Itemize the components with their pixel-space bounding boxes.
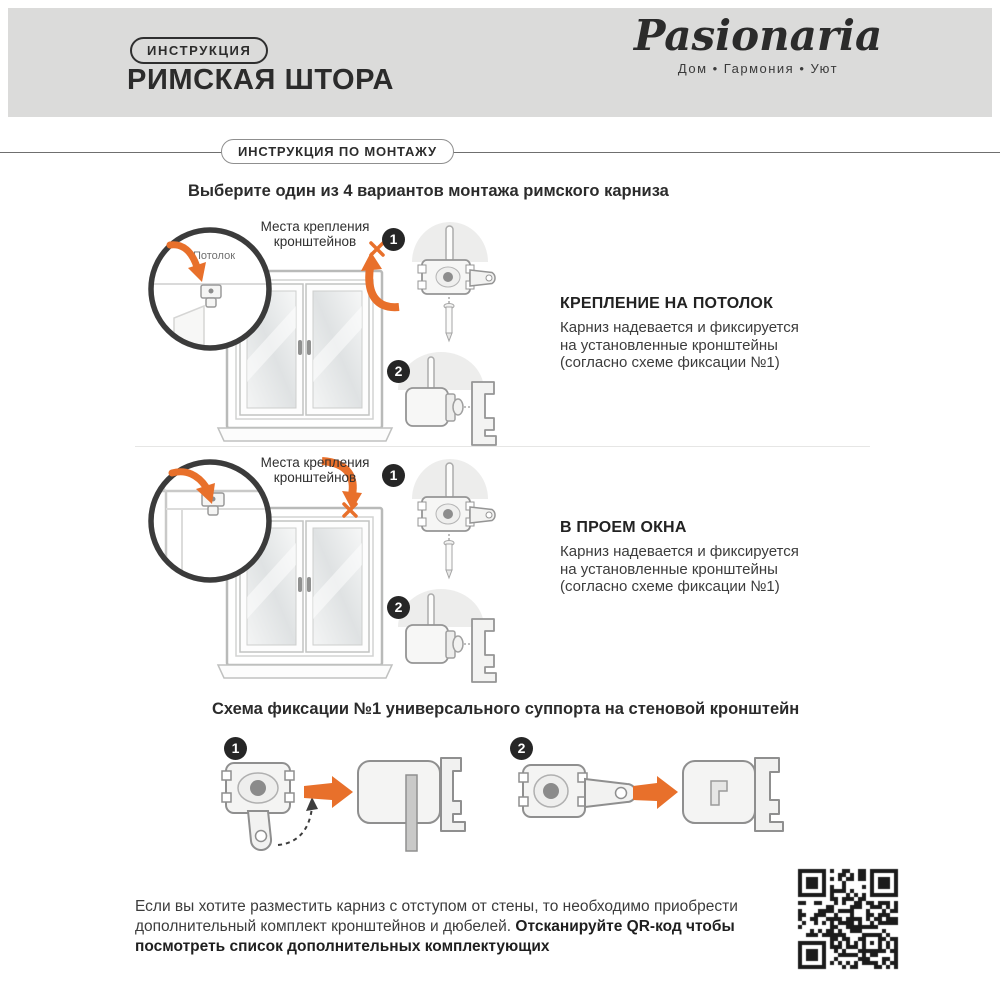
variant2-body: Карниз надевается и фиксируется на установленные кронштейны (согласно схеме фиксации №1) xyxy=(560,543,799,596)
zoom-label: Потолок xyxy=(192,250,236,262)
step-badge-2-2: 2 xyxy=(387,596,410,619)
marks-label-2: Места крепления кронштейнов xyxy=(260,455,370,486)
step-badge-1-2: 2 xyxy=(387,360,410,383)
montage-section-pill: ИНСТРУКЦИЯ ПО МОНТАЖУ xyxy=(221,139,454,164)
scheme-badge-2: 2 xyxy=(510,737,533,760)
instruction-badge: ИНСТРУКЦИЯ xyxy=(130,37,268,64)
scheme1-illustration xyxy=(210,753,480,868)
support-on-bracket-icon xyxy=(683,758,783,831)
variant2-title: В ПРОЕМ ОКНА xyxy=(560,519,687,536)
choose-heading: Выберите один из 4 вариантов монтажа римского карниза xyxy=(188,182,669,200)
bracket-step2-icon xyxy=(398,589,496,682)
brand-tagline: Дом • Гармония • Уют xyxy=(677,61,839,77)
support-rotating-icon xyxy=(222,763,318,850)
step-badge-1-1: 1 xyxy=(382,228,405,251)
orange-arrow-icon xyxy=(633,776,678,809)
bracket-step2-icon xyxy=(398,352,496,445)
variant1-body: Карниз надевается и фиксируется на установленные кронштейны (согласно схеме фиксации №1) xyxy=(560,319,799,372)
page-title: РИМСКАЯ ШТОРА xyxy=(127,64,395,96)
section-rule xyxy=(0,152,1000,153)
scheme2-illustration xyxy=(505,753,795,868)
step-badge-2-1: 1 xyxy=(382,464,405,487)
scheme-heading: Схема фиксации №1 универсального суппорта на стеновой кронштейн xyxy=(212,700,800,718)
bracket-step1-icon xyxy=(412,459,495,578)
footer-note xyxy=(135,897,803,956)
qr-code xyxy=(797,868,899,970)
footer-note-regular: Если вы хотите разместить карниз с отступом от стены, то необходимо приобрести дополнительный комплект кронштейнов и дюбелей. xyxy=(135,898,738,935)
marks-label-1: Места крепления кронштейнов xyxy=(260,219,370,250)
variant2-text xyxy=(560,519,818,596)
support-on-bracket-icon xyxy=(358,758,465,851)
variant1-text xyxy=(560,295,818,372)
brand-name: Pasionaria xyxy=(633,11,883,60)
bracket-step1-icon xyxy=(412,222,495,341)
scheme-badge-1: 1 xyxy=(224,737,247,760)
footer-note-bold: Отсканируйте QR-код чтобы посмотреть список дополнительных комплектующих xyxy=(135,917,735,955)
support-arm-out-icon xyxy=(519,765,636,817)
variant1-title: КРЕПЛЕНИЕ НА ПОТОЛОК xyxy=(560,295,774,312)
brand-logo xyxy=(608,12,908,76)
